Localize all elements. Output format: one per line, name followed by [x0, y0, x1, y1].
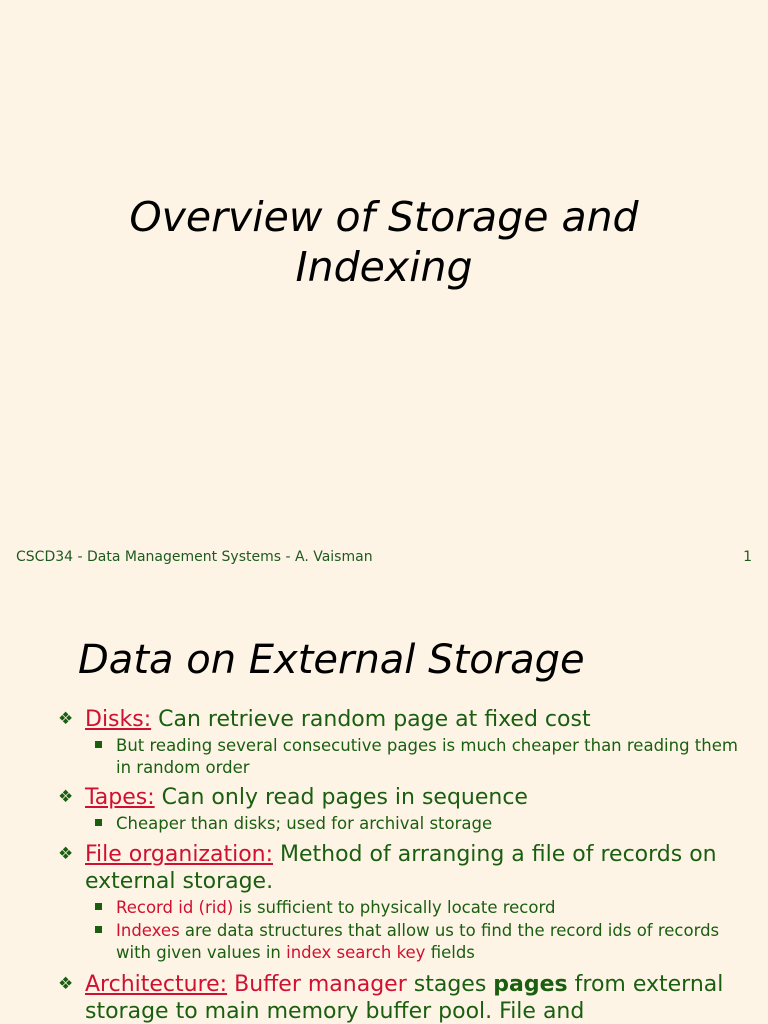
sub-bullet-text: But reading several consecutive pages is much cheaper than reading them in random order — [116, 736, 738, 777]
diamond-bullet-icon: ❖ — [58, 709, 74, 729]
square-bullet-icon — [95, 819, 102, 826]
slide-footer: CSCD34 - Data Management Systems - A. Vaisman — [16, 549, 373, 565]
bullet-tapes — [0, 784, 768, 811]
slide-title — [0, 192, 768, 292]
sub-bullet-text: fields — [425, 942, 475, 962]
content-slide — [0, 580, 768, 1024]
bullet-file-organization — [0, 841, 768, 895]
bullet-text: Method of arranging a file of records on external storage. — [85, 841, 717, 894]
bullet-disks — [0, 706, 768, 733]
sub-bullet-text: are data structures that allow us to find the record ids of records with given values in — [116, 921, 720, 962]
term-file-organization: File organization: — [85, 841, 274, 867]
bullet-list — [0, 706, 768, 1024]
term-record-id: Record id (rid) — [116, 897, 234, 917]
square-bullet-icon — [95, 926, 102, 933]
diamond-bullet-icon: ❖ — [58, 787, 74, 807]
slide-title-line-2: Indexing — [295, 243, 473, 291]
term-tapes: Tapes: — [85, 785, 155, 810]
slide-title-line-1: Overview of Storage and — [129, 193, 639, 241]
page-number: 1 — [743, 549, 752, 565]
term-buffer-manager: Buffer manager — [227, 972, 407, 997]
sub-bullet-text: Cheaper than disks; used for archival storage — [116, 814, 493, 833]
bullet-text: stages — [406, 972, 494, 997]
diamond-bullet-icon: ❖ — [58, 843, 74, 864]
sub-bullet — [0, 735, 768, 778]
term-disks: Disks: — [85, 707, 152, 732]
term-architecture: Architecture: — [85, 972, 228, 997]
bullet-text: from external storage to main memory buffer pool. File and — [85, 972, 724, 1024]
bold-pages: pages — [493, 972, 568, 997]
sub-bullet — [0, 897, 768, 919]
bullet-architecture — [0, 971, 768, 1024]
square-bullet-icon — [95, 903, 102, 910]
sub-bullet — [0, 813, 768, 835]
square-bullet-icon — [95, 741, 102, 748]
sub-bullet-text: is sufficient to physically locate record — [233, 897, 556, 917]
sub-bullet — [0, 920, 768, 963]
term-index-search-key: index search key — [286, 942, 426, 962]
term-indexes: Indexes — [116, 921, 180, 940]
bullet-text: Can only read pages in sequence — [154, 785, 528, 810]
content-slide-title: Data on External Storage — [78, 637, 585, 683]
diamond-bullet-icon: ❖ — [58, 974, 74, 994]
bullet-text: Can retrieve random page at fixed cost — [151, 707, 591, 732]
